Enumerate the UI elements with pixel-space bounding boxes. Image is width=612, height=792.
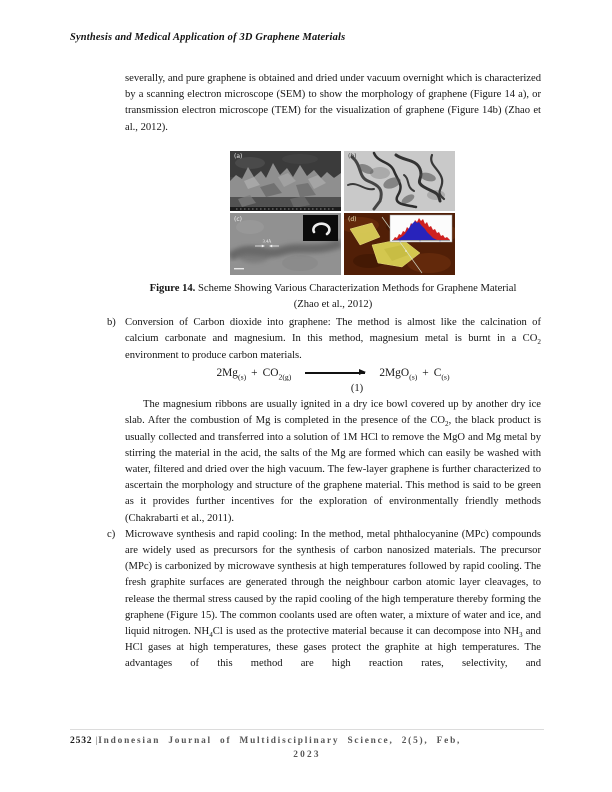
sem-image-panel-a bbox=[230, 151, 341, 211]
reaction-equation bbox=[125, 365, 541, 381]
panel-label-d: (d) bbox=[348, 215, 357, 223]
intro-paragraph: severally, and pure graphene is obtained and dried under vacuum overnight which is characterized by a scanning electron microscope (SEM) to show the morphology of graphene (Figure 14 a), or transmission electron microscope (TEM) for the visualization of graphene (Figure 14b) (Zhao et al., 2012). bbox=[125, 73, 541, 133]
hrtem-micrograph bbox=[230, 213, 341, 275]
afm-image-panel-d bbox=[344, 213, 455, 275]
method-b-paragraph: The magnesium ribbons are usually ignited in a dry ice bowl covered up by another dry ice slab. After the combustion of Mg is completed in the presence of the $CO_2$, the black product is usually collected and transferred into a solution of 1M HCl to remove the MgO and Mg metal by stirring the material in the acid, the salts of the Mg are formed which can easily be washed with water, filtered and dried over the high vacuum. The few-layer graphene is further characterized to ascertain the morphology and structure of the graphene material. This method is said to be green as it provides further incentives for the exploration of environmentally friendly methods (Chakrabarti et al., 2011). bbox=[125, 399, 541, 524]
equation-reactant-co2: $CO_{2(g)}$ bbox=[262, 366, 292, 382]
page-body bbox=[107, 71, 541, 673]
list-item-b bbox=[107, 315, 541, 364]
panel-label-b: (b) bbox=[348, 152, 357, 160]
sem-micrograph bbox=[230, 151, 341, 211]
item-c-text: Microwave synthesis and rapid cooling: In the method, metal phthalocyanine (MPc) compounds are widely used as precursors for the synthesis of carbon nanosized materials. The precursor (MPc) is carbonized by microwave synthesis at high temperatures followed by rapid cooling. The fresh graphite surfaces are generated through the neighbour carbon atomic layer cleavages, to release the thermal stress caused by the rapid cooling of the high temperature thereby forming the graphene (Figure 15). The common coolants used are often water, a mixture of water and ice, and liquid nitrogen. $NH_4Cl$ is used as the protective material because it can decompose into $NH_3$ and HCl gases at high temperatures, these gases protect the graphite at high temperatures. The advantages of this method are high reaction rates, selectivity, and bbox=[125, 528, 541, 670]
journal-title: Indonesian Journal of Multidisciplinary Science, 2(5), Feb, bbox=[98, 736, 462, 746]
lattice-spacing-label: 3.4Å bbox=[262, 238, 272, 244]
scale-bar bbox=[234, 268, 244, 269]
equation-product-c: $C_{(s)}$ bbox=[433, 366, 450, 382]
tem-micrograph bbox=[344, 151, 455, 211]
height-histogram-inset bbox=[390, 215, 452, 242]
tem-image-panel-b bbox=[344, 151, 455, 211]
panel-label-c: (c) bbox=[234, 215, 242, 223]
panel-label-a: (a) bbox=[234, 152, 243, 160]
equation-number: (1) bbox=[350, 383, 364, 395]
hrtem-image-panel-c bbox=[230, 213, 341, 275]
page-footer bbox=[70, 729, 544, 762]
footer-separator: | bbox=[95, 736, 98, 746]
afm-micrograph bbox=[344, 213, 455, 275]
page-number: 2532 bbox=[70, 735, 93, 746]
reaction-arrow-icon bbox=[305, 372, 365, 373]
figure-14 bbox=[230, 151, 455, 277]
footer-year: 2023 bbox=[293, 750, 321, 760]
item-b-text: Conversion of Carbon dioxide into graphene: The method is almost like the calcination of calcium carbonate and magnesium. In this method, magnesium metal is burnt in a $CO_2$ environment to produce carbon materials. bbox=[125, 317, 541, 361]
list-marker-c: c) bbox=[107, 528, 116, 540]
footer-line-1 bbox=[70, 734, 544, 748]
plus-sign: + bbox=[251, 366, 258, 379]
list-marker-b: b) bbox=[107, 317, 116, 329]
figure-caption: Figure 14. Scheme Showing Various Characterization Methods for Graphene Material (Zhao et al., 2012) bbox=[149, 282, 517, 311]
running-header: Synthesis and Medical Application of 3D Graphene Materials bbox=[70, 32, 346, 43]
equation-product-mgo: 2MgO$_{(s)}$ bbox=[379, 366, 418, 382]
diffraction-inset bbox=[303, 215, 338, 241]
equation-reactant-mg: $2Mg_{(s)}$ bbox=[216, 366, 247, 382]
plus-sign: + bbox=[422, 366, 429, 379]
list-item-c bbox=[107, 527, 541, 673]
